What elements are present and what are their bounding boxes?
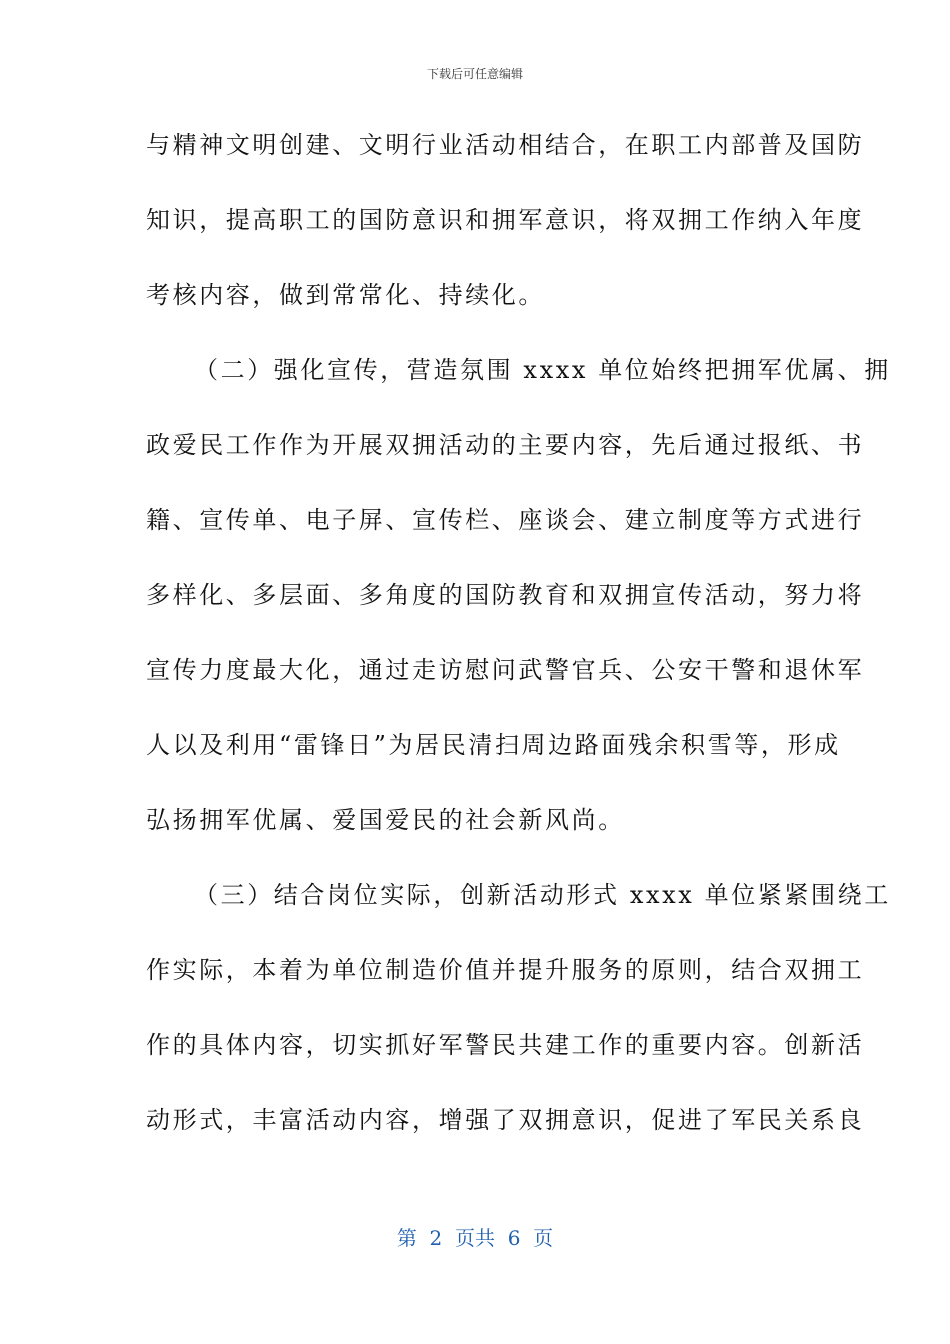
body-line: 与精神文明创建、文明行业活动相结合，在职工内部普及国防 [146, 131, 865, 159]
body-line: 籍、宣传单、电子屏、宣传栏、座谈会、建立制度等方式进行 [146, 506, 865, 534]
body-line: 多样化、多层面、多角度的国防教育和双拥宣传活动，努力将 [146, 581, 865, 609]
page-header: 下载后可任意编辑 [426, 67, 523, 81]
paragraph-heading-line: （二）强化宣传，营造氛围 xxxx 单位始终把拥军优属、拥 [194, 356, 891, 384]
body-line: 考核内容，做到常常化、持续化。 [146, 281, 545, 309]
paragraph-heading-line: （三）结合岗位实际，创新活动形式 xxxx 单位紧紧围绕工 [194, 881, 891, 909]
body-line: 人以及利用“雷锋日”为居民清扫周边路面残余积雪等，形成 [146, 731, 841, 759]
body-line: 作的具体内容，切实抓好军警民共建工作的重要内容。创新活 [146, 1031, 865, 1059]
page-number-footer: 第 2 页共 6 页 [396, 1226, 554, 1250]
body-line: 政爱民工作作为开展双拥活动的主要内容，先后通过报纸、书 [146, 431, 865, 459]
body-line: 作实际，本着为单位制造价值并提升服务的原则，结合双拥工 [146, 956, 865, 984]
body-line: 弘扬拥军优属、爱国爱民的社会新风尚。 [146, 806, 625, 834]
body-line: 动形式，丰富活动内容，增强了双拥意识，促进了军民关系良 [146, 1106, 865, 1134]
body-line: 宣传力度最大化，通过走访慰问武警官兵、公安干警和退休军 [146, 656, 865, 684]
body-line: 知识，提高职工的国防意识和拥军意识，将双拥工作纳入年度 [146, 206, 865, 234]
document-body [146, 118, 891, 1168]
